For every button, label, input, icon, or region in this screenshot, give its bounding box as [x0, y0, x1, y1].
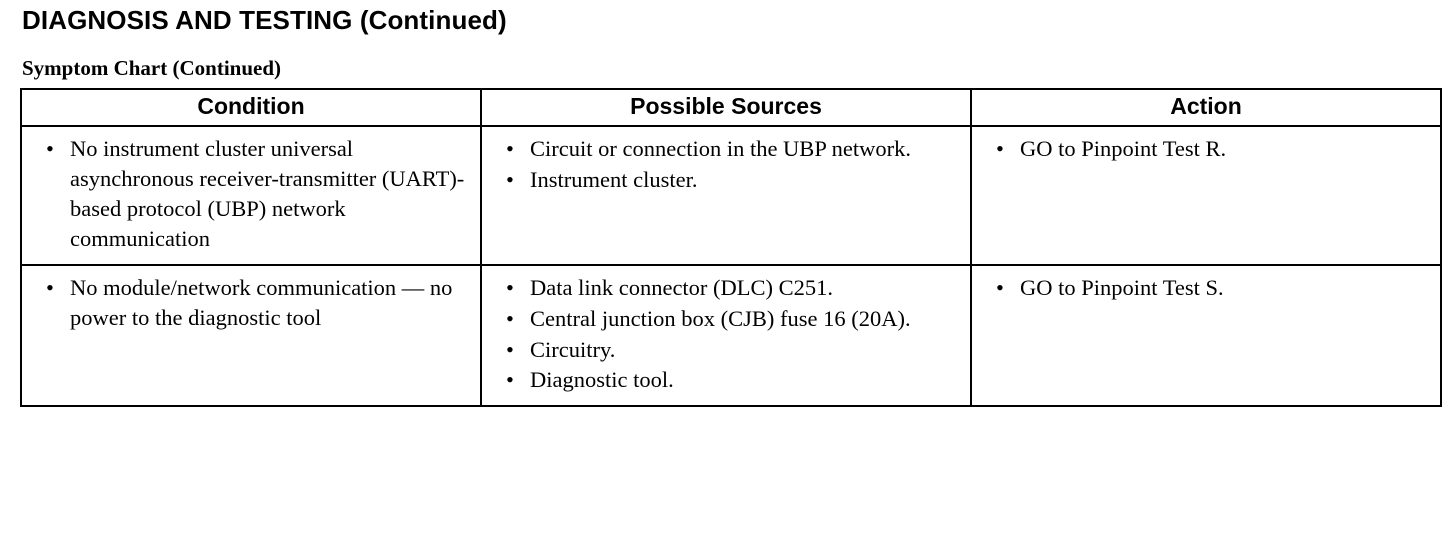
column-header-possible-sources: Possible Sources — [481, 89, 971, 126]
cell-action — [971, 265, 1441, 407]
list-item — [488, 165, 964, 195]
bullet-icon: • — [46, 274, 54, 300]
list-item-text: GO to Pinpoint Test R. — [1020, 135, 1227, 161]
list-item-text: Instrument cluster. — [530, 166, 698, 192]
sources-list — [482, 127, 970, 205]
cell-possible-sources — [481, 265, 971, 407]
list-item-text: Circuitry. — [530, 336, 616, 362]
list-item-text: Circuit or connection in the UBP network. — [530, 135, 911, 161]
page-title: DIAGNOSIS AND TESTING (Continued) — [22, 5, 507, 35]
bullet-icon: • — [506, 166, 514, 192]
list-item-text: Diagnostic tool. — [530, 367, 674, 393]
bullet-icon: • — [506, 274, 514, 300]
list-item — [488, 304, 964, 334]
condition-list — [22, 127, 480, 264]
symptom-chart-table — [20, 88, 1442, 408]
cell-possible-sources — [481, 126, 971, 265]
list-item-text: No module/network communication — no power to the diagnostic tool — [70, 274, 453, 330]
column-header-action: Action — [971, 89, 1441, 126]
list-item — [488, 134, 964, 164]
action-list — [972, 127, 1440, 174]
cell-condition — [21, 265, 481, 407]
list-item — [978, 273, 1434, 303]
list-item-text: Data link connector (DLC) C251. — [530, 274, 834, 300]
list-item-text: GO to Pinpoint Test S. — [1020, 274, 1224, 300]
bullet-icon: • — [996, 274, 1004, 300]
list-item — [488, 365, 964, 395]
column-header-condition: Condition — [21, 89, 481, 126]
section-title: Symptom Chart (Continued) — [22, 55, 282, 80]
cell-condition — [21, 126, 481, 265]
bullet-icon: • — [506, 305, 514, 331]
list-item — [978, 134, 1434, 164]
bullet-icon: • — [506, 336, 514, 362]
bullet-icon: • — [46, 135, 54, 161]
list-item — [28, 134, 474, 254]
action-list — [972, 266, 1440, 313]
condition-list — [22, 266, 480, 343]
table-row — [21, 126, 1441, 265]
list-item — [488, 273, 964, 303]
bullet-icon: • — [506, 367, 514, 393]
list-item — [488, 335, 964, 365]
list-item — [28, 273, 474, 333]
bullet-icon: • — [506, 135, 514, 161]
list-item-text: Central junction box (CJB) fuse 16 (20A). — [530, 305, 911, 331]
page — [0, 6, 1456, 554]
cell-action — [971, 126, 1441, 265]
bullet-icon: • — [996, 135, 1004, 161]
list-item-text: No instrument cluster universal asynchronous receiver-transmitter (UART)-based protocol (UBP) network communication — [70, 135, 465, 251]
sources-list — [482, 266, 970, 406]
table-header-row — [21, 89, 1441, 126]
table-row — [21, 265, 1441, 407]
